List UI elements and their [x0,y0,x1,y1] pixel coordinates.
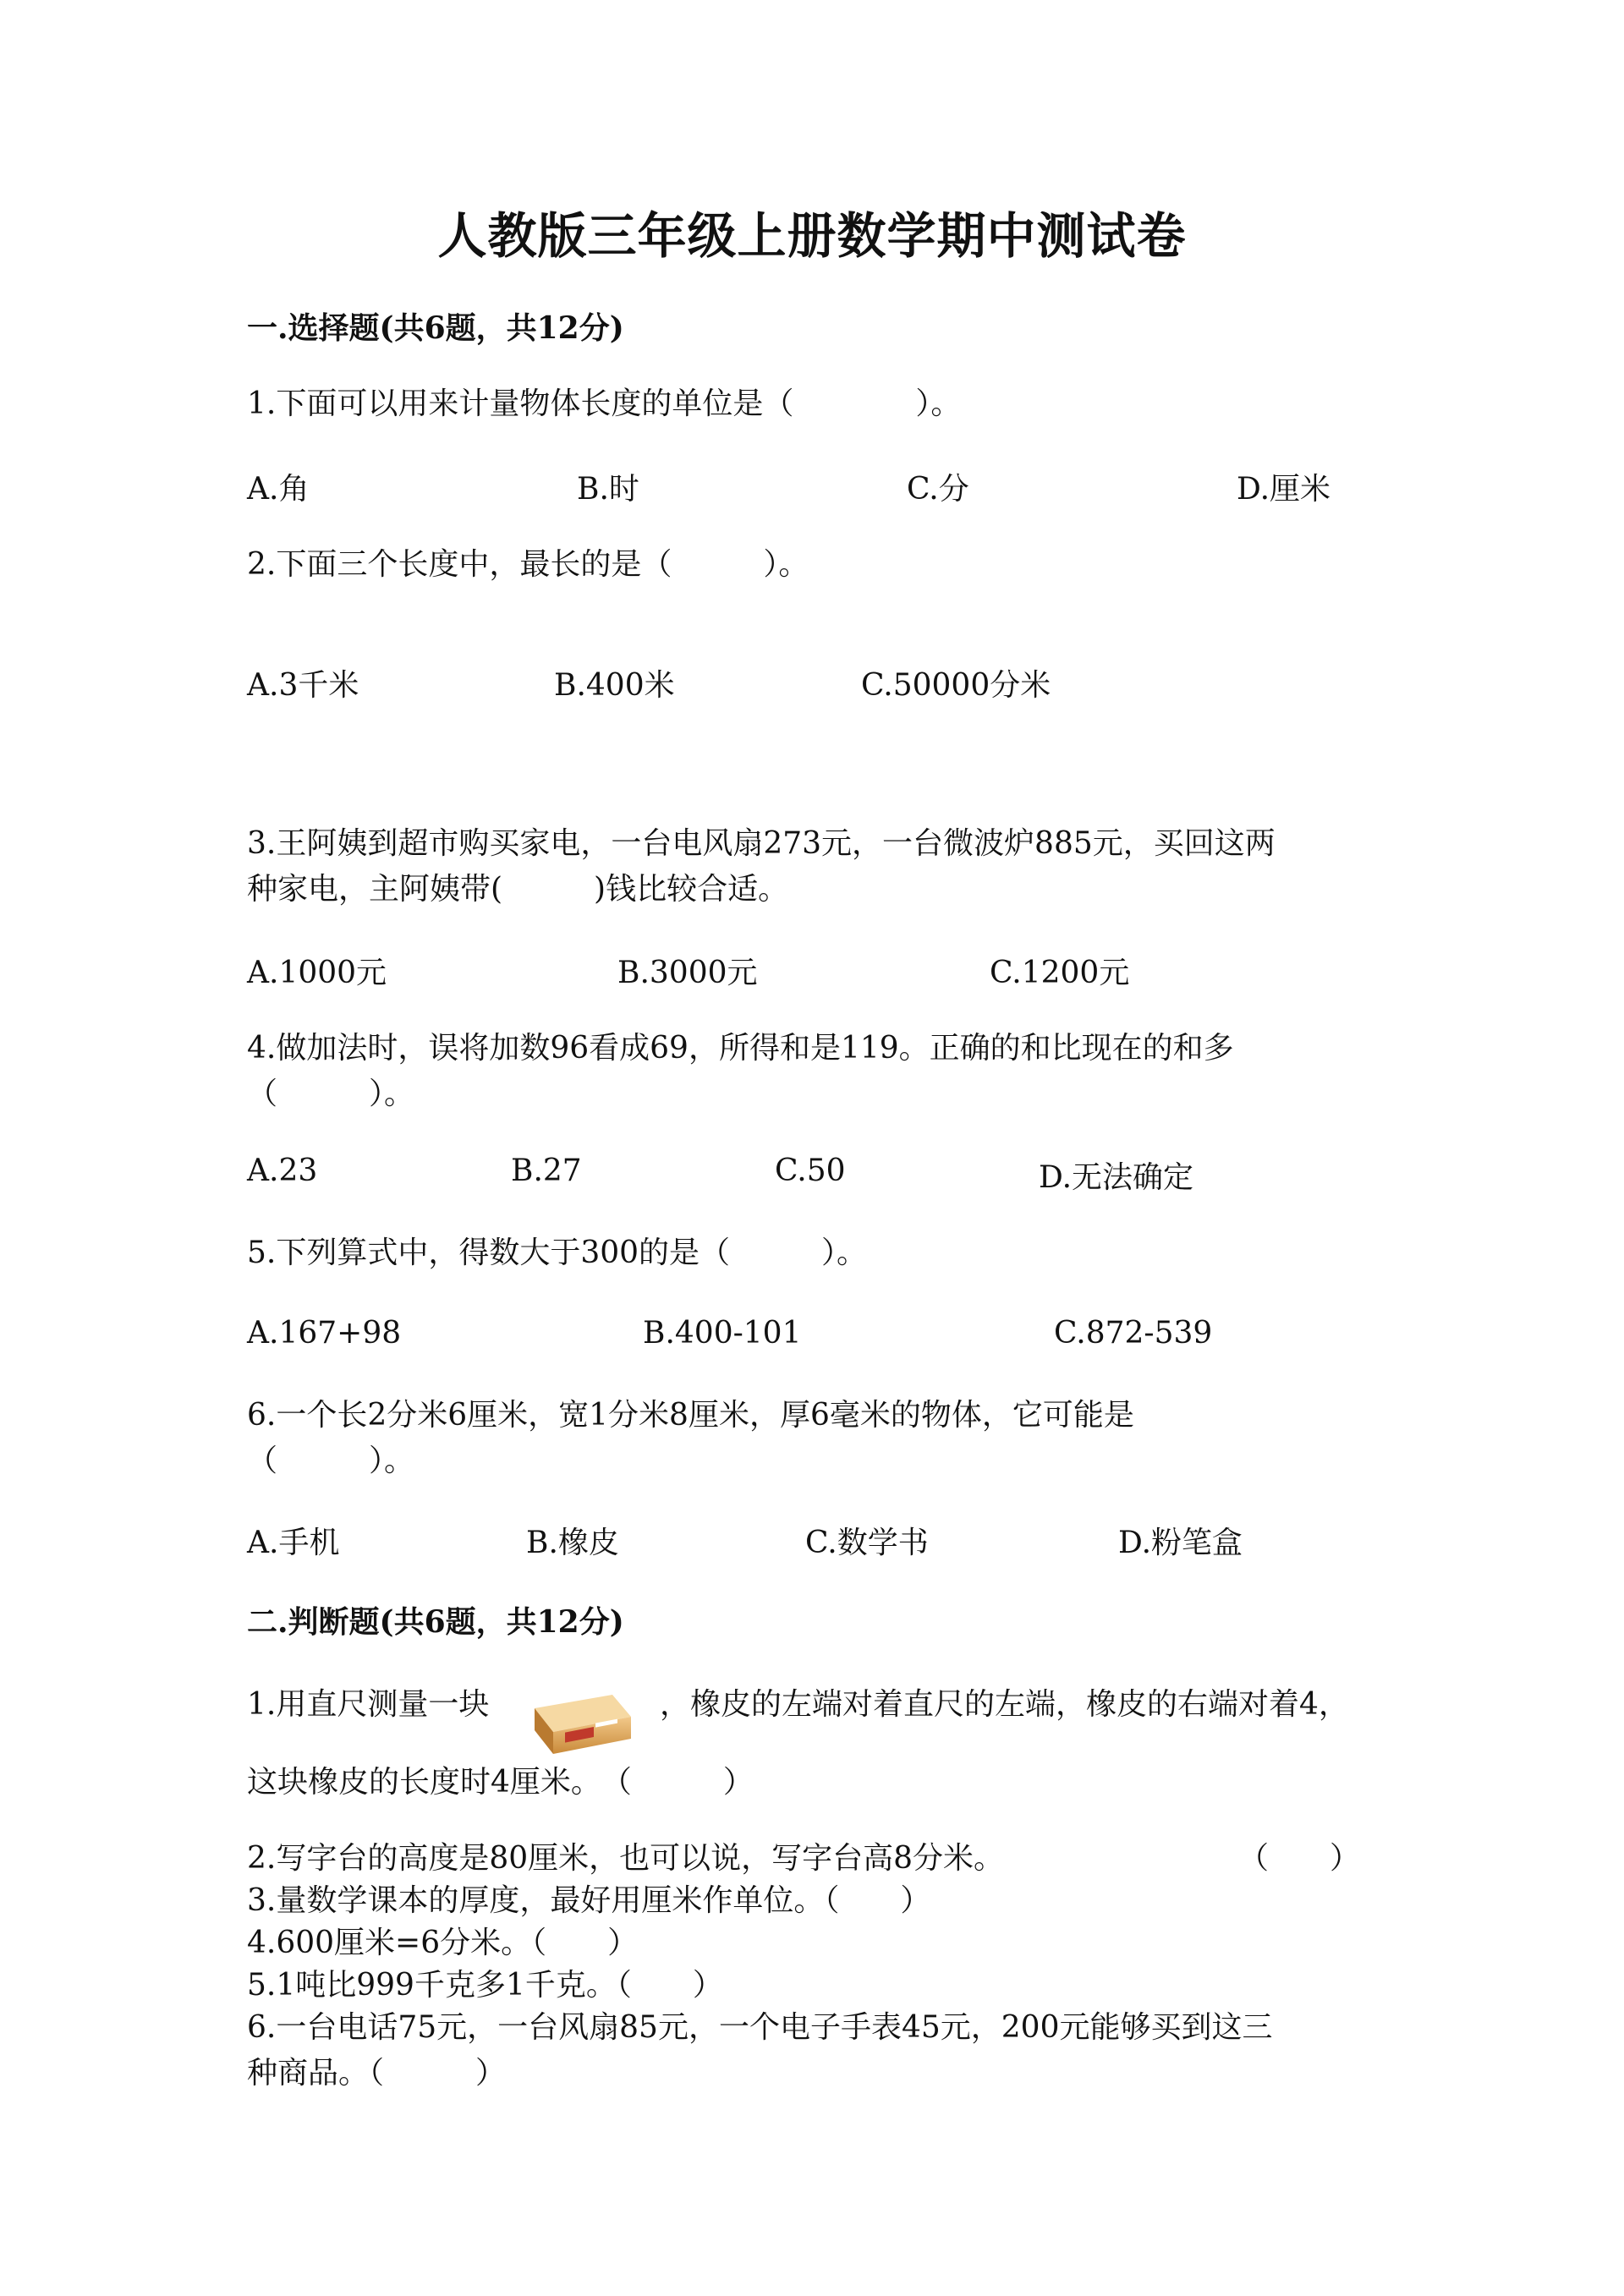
q3-option-c[interactable]: C.1200元 [990,956,1130,990]
judgement-6-line-2: 种商品。（ ） [247,2056,507,2091]
q6-option-d[interactable]: D.粉笔盒 [1118,1526,1243,1560]
q1-option-d[interactable]: D.厘米 [1237,472,1331,507]
judgement-1-before: 1.用直尺测量一块 [247,1687,490,1722]
question-3-line-1: 3.王阿姨到超市购买家电，一台电风扇273元，一台微波炉885元，买回这两 [247,826,1276,861]
q5-option-b[interactable]: B.400-101 [643,1316,802,1351]
judgement-2: 2.写字台的高度是80厘米，也可以说，写字台高8分米。 [247,1841,1005,1876]
q3-option-a[interactable]: A.1000元 [247,956,387,990]
question-1: 1.下面可以用来计量物体长度的单位是（ ）。 [247,386,962,421]
q6-option-c[interactable]: C.数学书 [805,1526,929,1560]
judgement-6-line-1: 6.一台电话75元，一台风扇85元，一个电子手表45元，200元能够买到这三 [247,2010,1273,2045]
q5-option-c[interactable]: C.872-539 [1054,1316,1213,1351]
q2-option-c[interactable]: C.50000分米 [861,668,1051,703]
question-6-line-1: 6.一个长2分米6厘米，宽1分米8厘米，厚6毫米的物体，它可能是 [247,1398,1134,1433]
question-2: 2.下面三个长度中，最长的是（ ）。 [247,547,809,582]
q6-option-a[interactable]: A.手机 [247,1526,340,1560]
judgement-1-line-2: 这块橡皮的长度时4厘米。 （ ） [247,1765,754,1800]
section-heading-judgement: 二.判断题(共6题，共12分) [247,1604,624,1640]
q3-option-b[interactable]: B.3000元 [617,956,758,990]
q4-option-a[interactable]: A.23 [247,1153,318,1188]
judgement-4: 4.600厘米=6分米。（ ） [247,1926,639,1960]
page-title: 人教版三年级上册数学期中测试卷 [437,207,1187,265]
q1-option-b[interactable]: B.时 [577,472,639,507]
q2-option-a[interactable]: A.3千米 [247,668,359,703]
q5-option-a[interactable]: A.167+98 [247,1316,402,1351]
question-5: 5.下列算式中，得数大于300的是（ ）。 [247,1236,868,1270]
question-6-line-2: （ ）。 [247,1444,415,1478]
judgement-3: 3.量数学课本的厚度，最好用厘米作单位。（ ） [247,1883,931,1918]
question-3-line-2: 种家电，主阿姨带( )钱比较合适。 [247,872,789,907]
section-heading-choice: 一.选择题(共6题，共12分) [247,310,624,346]
judgement-1-after: ，橡皮的左端对着直尺的左端，橡皮的右端对着4， [660,1687,1349,1722]
judgement-2-blank[interactable]: （ ） [1238,1841,1361,1876]
question-4-line-1: 4.做加法时，误将加数96看成69，所得和是119。正确的和比现在的和多 [247,1031,1234,1066]
q4-option-b[interactable]: B.27 [511,1153,582,1188]
q1-option-a[interactable]: A.角 [247,472,310,507]
q4-option-d[interactable]: D.无法确定 [1039,1160,1194,1195]
judgement-5: 5.1吨比999千克多1千克。（ ） [247,1968,723,2003]
eraser-icon [524,1683,636,1761]
q4-option-c[interactable]: C.50 [775,1153,846,1188]
q6-option-b[interactable]: B.橡皮 [526,1526,619,1560]
question-4-line-2: （ ）。 [247,1077,415,1111]
q2-option-b[interactable]: B.400米 [554,668,675,703]
q1-option-c[interactable]: C.分 [907,472,969,507]
eraser-image [524,1683,636,1761]
